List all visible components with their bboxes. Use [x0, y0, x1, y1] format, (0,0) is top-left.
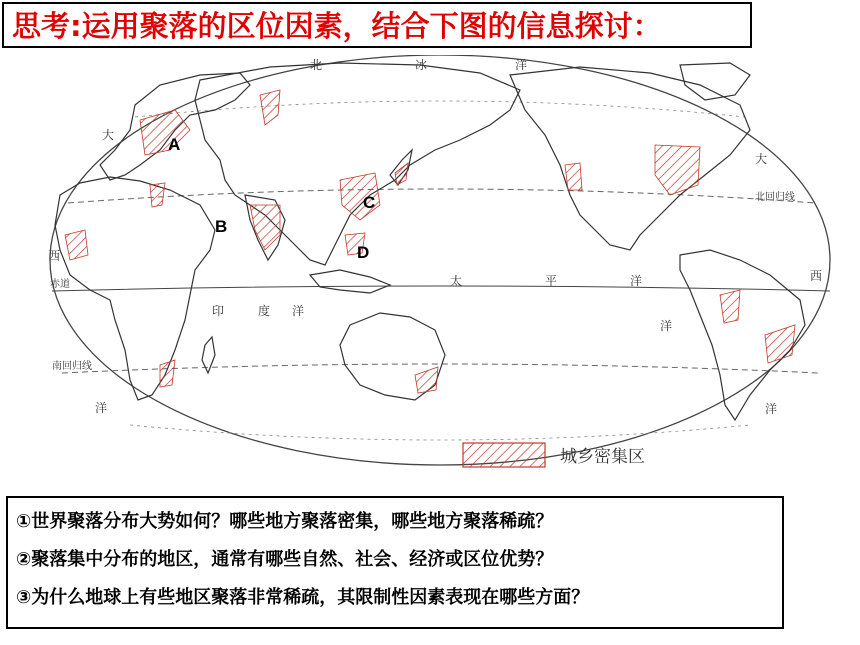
ocean-label: 大	[102, 128, 115, 142]
question-3: ③为什么地球上有些地区聚落非常稀疏，其限制性因素表现在哪些方面？	[16, 587, 590, 608]
ocean-label: 冰	[415, 58, 428, 72]
question-2: ②聚落集中分布的地区，通常有哪些自然、社会、经济或区位优势？	[16, 549, 554, 570]
ocean-label: 北	[310, 58, 323, 72]
ocean-label: 洋	[292, 304, 305, 318]
equator-label: 赤道	[50, 279, 70, 290]
ocean-label: 印	[212, 304, 225, 318]
tropic-north-label: 北回归线	[755, 192, 795, 203]
dense-region-west-usa	[565, 163, 582, 190]
point-label-c: C	[363, 193, 376, 212]
greenland-outline	[680, 63, 750, 100]
world-map	[40, 55, 840, 475]
legend-swatch	[463, 443, 545, 467]
ocean-label: 洋	[95, 401, 108, 415]
ocean-label: 洋	[515, 58, 528, 72]
ocean-label: 西	[48, 249, 61, 263]
ocean-label: 度	[258, 304, 271, 318]
ocean-label: 大	[755, 152, 768, 166]
ocean-label: 洋	[765, 402, 778, 416]
dense-region-andes	[720, 290, 740, 323]
page-title: 思考:运用聚落的区位因素，结合下图的信息探讨：	[12, 9, 662, 43]
title-box	[2, 2, 752, 48]
questions-box	[6, 496, 784, 629]
legend-label: 城乡密集区	[560, 447, 645, 467]
tropic-south-label: 南回归线	[52, 361, 92, 372]
ocean-label: 洋	[630, 274, 643, 288]
point-label-a: A	[168, 135, 181, 154]
ocean-label: 平	[545, 274, 558, 288]
ocean-label: 西	[810, 269, 823, 283]
ocean-label: 太	[450, 274, 463, 288]
point-label-b: B	[215, 217, 228, 236]
point-label-d: D	[357, 243, 370, 262]
question-1: ①世界聚落分布大势如何？哪些地方聚落密集，哪些地方聚落稀疏？	[16, 511, 554, 532]
ocean-label: 洋	[660, 319, 673, 333]
